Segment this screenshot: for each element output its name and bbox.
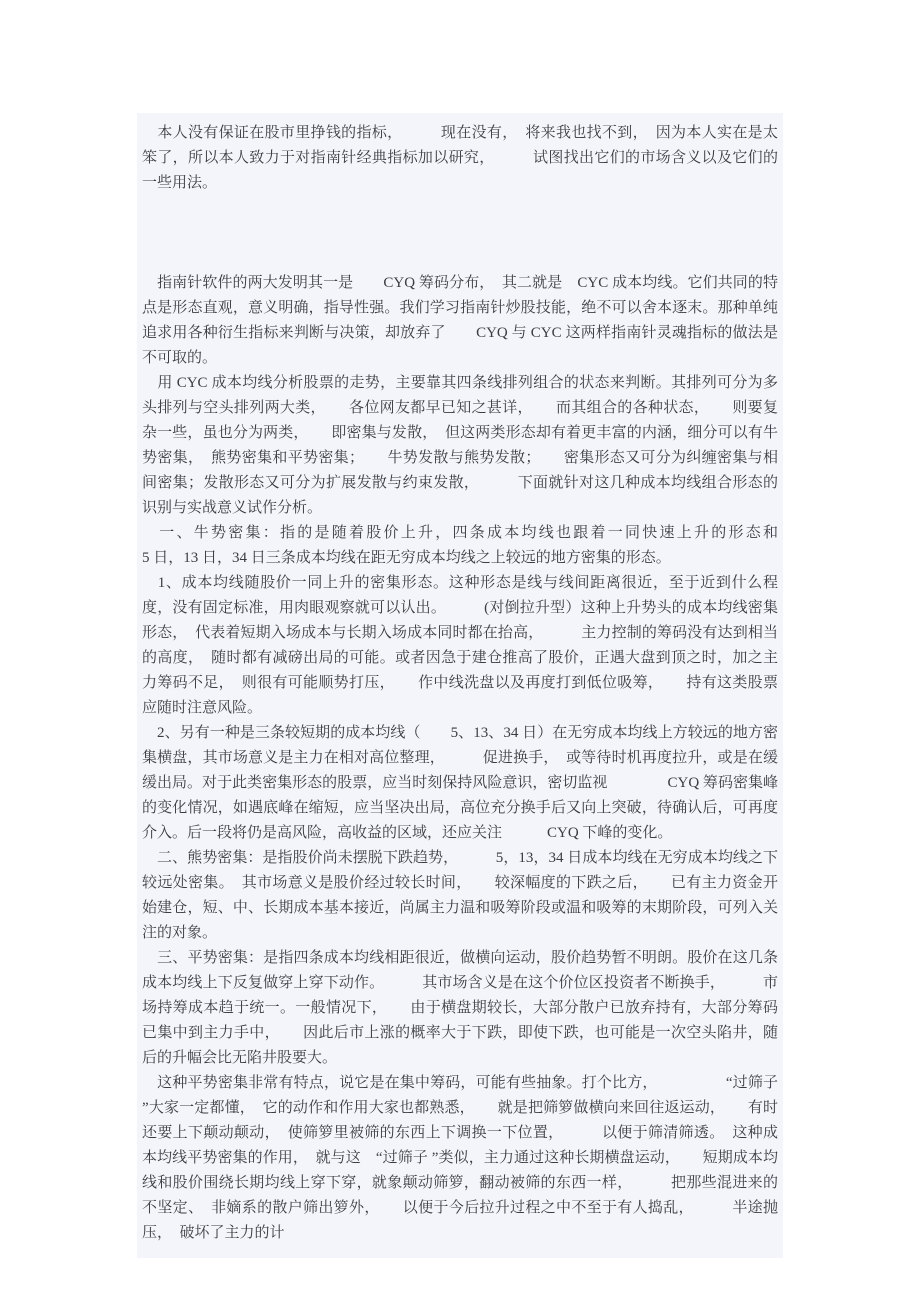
blank-lines-spacer xyxy=(142,196,778,271)
paragraph-flat-congestion: 三、平势密集：是指四条成本均线相距很近，做横向运动，股价趋势暂不明朗。股价在这几条成本均线上下反复做穿上穿下动作。 其市场含义是在这个价位区投资者不断换手， 市场持筹成本趋于统一。一般情况下， 由于横盘期较长，大部分散户已放弃持有，大部分筹码已集中到主力手中， 因此后市上涨的概率大于下跌，即使下跌，也可能是一次空头陷井，随后的升幅会比无陷井股要大。 xyxy=(142,950,778,1066)
paragraph-bullish-point-1: 1、成本均线随股价一同上升的密集形态。这种形态是线与线间距离很近，至于近到什么程度，没有固定标准，用肉眼观察就可以认出。 (对倒拉升型）这种上升势头的成本均线密集形态， 代表着短期入场成本与长期入场成本同时都在抬高， 主力控制的筹码没有达到相当的高度， 随时都有减磅出局的可能。或者因急于建仓推高了股价，正遇大盘到顶之时，加之主力筹码不足， 则很有可能顺势打压， 作中线洗盘以及再度打到低位吸筹， 持有这类股票应随时注意风险。 xyxy=(142,575,778,716)
paragraph-bullish-congestion: 一、牛势密集：指的是随着股价上升，四条成本均线也跟着一同快速上升的形态和 5 日，13 日，34 日三条成本均线在距无穷成本均线之上较远的地方密集的形态。 xyxy=(142,525,854,566)
paragraph-preface: 本人没有保证在股市里挣钱的指标， 现在没有， 将来我也找不到， 因为本人实在是太笨了，所以本人致力于对指南针经典指标加以研究， 试图找出它们的市场含义以及它们的一些用法。 xyxy=(142,125,778,191)
paragraph-bullish-point-2: 2、另有一种是三条较短期的成本均线（ 5、13、34 日）在无穷成本均线上方较远的地方密集横盘，其市场意义是主力在相对高位整理， 促进换手， 或等待时机再度拉升，或是在缓缓出局。对于此类密集形态的股票，应当时刻保持风险意识，密切监视 CYQ 筹码密集峰的变化情况，如遇底峰在缩短，应当坚决出局，高位充分换手后又向上突破，待确认后，可再度介入。后一段将仍是高风险，高收益的区域，还应关注 CYQ 下峰的变化。 xyxy=(142,725,778,841)
document-text-area xyxy=(137,113,854,1258)
paragraph-cyc-analysis: 用 CYC 成本均线分析股票的走势，主要靠其四条线排列组合的状态来判断。其排列可分为多头排列与空头排列两大类， 各位网友都早已知之甚详， 而其组合的各种状态， 则要复杂一些，虽也分为两类， 即密集与发散， 但这两类形态却有着更丰富的内涵，细分可以有牛势密集， 熊势密集和平势密集； 牛势发散与熊势发散； 密集形态又可分为纠缠密集与相间密集；发散形态又可分为扩展发散与约束发散， 下面就针对这几种成本均线组合形态的识别与实战意义试作分析。 xyxy=(142,375,778,516)
paragraph-two-inventions: 指南针软件的两大发明其一是 CYQ 筹码分布， 其二就是 CYC 成本均线。它们共同的特点是形态直观，意义明确，指导性强。我们学习指南针炒股技能，绝不可以舍本逐末。那种单纯追求用各种衍生指标来判断与决策，却放弃了 CYQ 与 CYC 这两样指南针灵魂指标的做法是不可取的。 xyxy=(142,275,778,366)
paragraph-bearish-congestion: 二、熊势密集：是指股价尚未摆脱下跌趋势， 5，13，34 日成本均线在无穷成本均线之下较远处密集。 其市场意义是股价经过较长时间， 较深幅度的下跌之后， 已有主力资金开始建仓，短、中、长期成本基本接近，尚属主力温和吸筹阶段或温和吸筹的末期阶段，可列入关注的对象。 xyxy=(142,850,778,941)
paragraph-sieve-analogy: 这种平势密集非常有特点，说它是在集中筹码，可能有些抽象。打个比方， “过筛子 ”大家一定都懂， 它的动作和作用大家也都熟悉， 就是把筛箩做横向来回往返运动， 有时还要上下颠动颠动， 使筛箩里被筛的东西上下调换一下位置， 以便于筛清筛透。 这种成本均线平势密集的作用， 就与这 “过筛子 ”类似，主力通过这种长期横盘运动， 短期成本均线和股价围绕长期均线上穿下穿，就象颠动筛箩，翻动被筛的东西一样， 把那些混进来的不坚定、 非嫡系的散户筛出箩外， 以便于今后拉升过程之中不至于有人捣乱， 半途抛压， 破坏了主力的计 xyxy=(142,1075,782,1241)
